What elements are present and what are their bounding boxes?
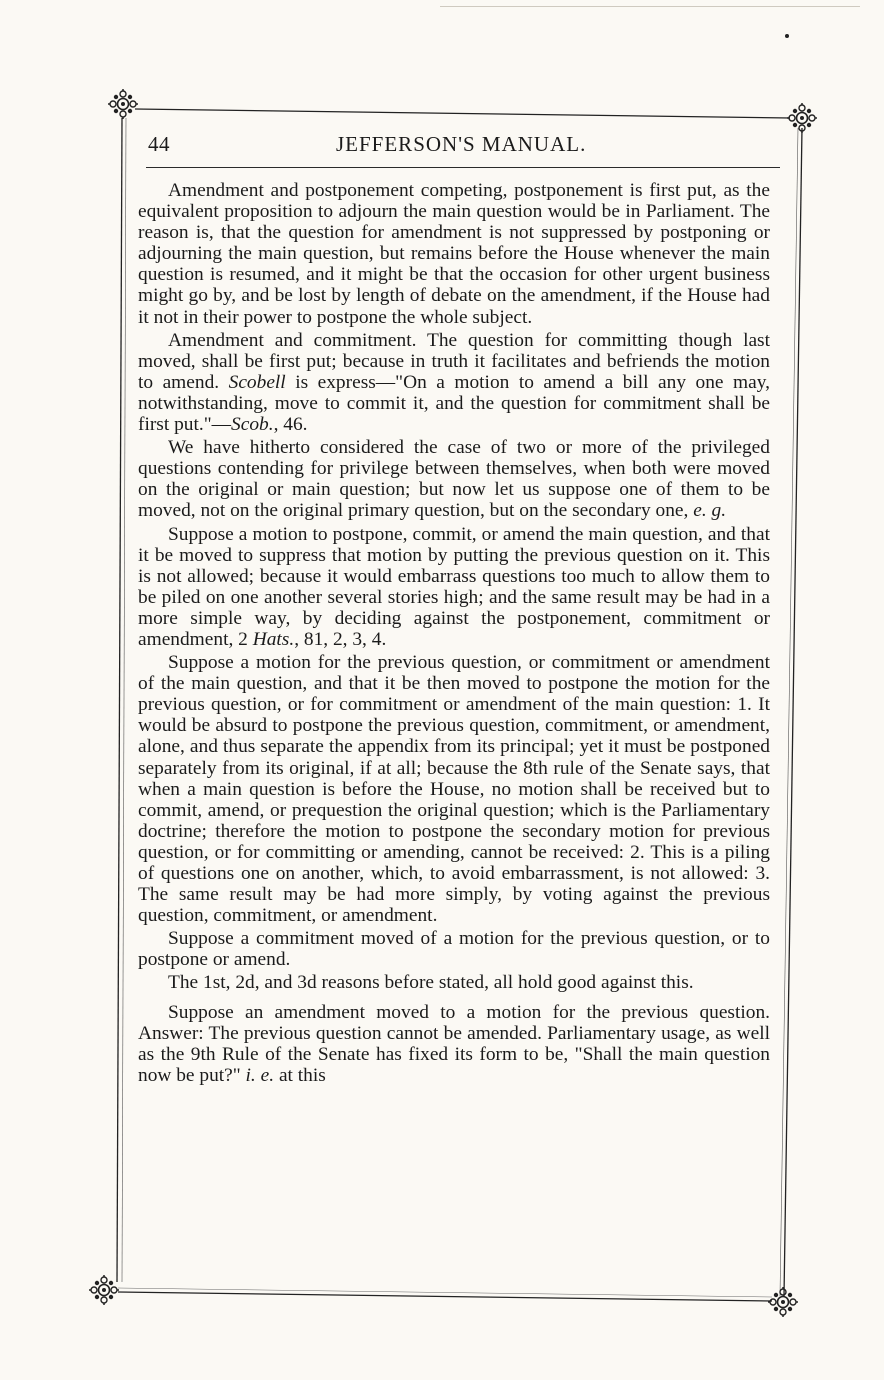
paragraph-segment: , 46. [273,414,308,436]
paragraph [138,524,770,651]
citation-italic: Scobell [228,371,286,393]
paragraph: The 1st, 2d, and 3d reasons before stated, all hold good against this. [168,972,694,994]
paragraph-segment: Suppose a motion to postpone, commit, or amend the main question, and that it be moved to suppress that motion by putting the previous question on it. This is not allowed; because it would embarrass questions too much to allow them to be piled on one another several stories high; and the same result may be had in a more simple way, by deciding against the postponement, commitment or amendment, 2 [138,523,770,650]
corner-ornament-icon [768,1287,798,1317]
header-rule [146,167,780,168]
abbreviation-italic: e. g. [693,500,727,522]
paragraph-segment: is express—"On a motion to amend a bill any one may, notwithstanding, move to commit it, and the question for commitment shall be first put."— [138,371,771,436]
paragraph: Suppose a motion for the previous question, or commitment or amendment of the main question, and that it be then moved to postpone the motion for the previous question, or for commitment or amendment of the main question: 1. It would be absurd to postpone the previous question, commitment, or amendment, alone, and thus separate the appendix from its principal; yet it must be postponed separately from its original, if at all; because the 8th rule of the Senate says, that when a main question is before the House, no motion shall be received but to commit, amend, or prequestion the original question; which is the Parliamentary doctrine; therefore the motion to postpone the secondary motion for previous question, or for committing or amending, cannot be received: 2. This is a piling of questions one on another, which, to avoid embarrassment, is not allowed: 3. The same result may be had more simply, by voting against the previous question, commitment, or amendment. [138,652,770,927]
running-title: JEFFERSON'S MANUAL. [336,132,587,156]
paragraph-segment: Suppose an amendment moved to a motion for the previous question. Answer: The previous question cannot be amended. Parliamentary usage, as well as the 9th Rule of the Senate has fixed its form to be, "Shall the main question now be put?" [138,1001,770,1086]
paragraph [138,437,770,521]
paragraph-segment: at this [274,1064,326,1086]
abbreviation-italic: i. e. [245,1064,275,1086]
body-text [138,180,770,1086]
paragraph-segment: Amendment and commitment. The question for committing though last moved, shall be first put; because in truth it facilitates and befriends the motion to amend. [138,329,770,393]
corner-ornament-icon [787,103,817,133]
citation-italic: Scob. [231,414,274,436]
scan-edge-line [440,6,860,7]
paragraph: Suppose a commitment moved of a motion for the previous question, or to postpone or amend. [138,928,770,971]
scan-speck [785,34,789,38]
paragraph [138,1002,770,1086]
citation-italic: Hats. [252,628,295,650]
page-number: 44 [148,132,170,156]
page-header [148,130,778,160]
corner-ornament-icon [108,89,138,119]
paragraph [138,330,770,435]
paragraph-segment: We have hitherto considered the case of two or more of the privileged questions contending for privilege between themselves, when both were moved on the original or main question; but now let us suppose one of them to be moved, not on the original primary question, but on the secondary one, [138,437,770,522]
corner-ornament-icon [89,1275,119,1305]
paragraph: Amendment and postponement competing, postponement is first put, as the equivalent proposition to adjourn the main question would be in Parliament. The reason is, that the question for amendment is not suppressed by postponing or adjourning the main question, but remains before the House whenever the main question is resumed, and it might be that the occasion for other urgent business might go by, and be lost by length of debate on the amendment, if the House had it not in their power to postpone the whole subject. [138,180,770,328]
paragraph-segment: , 81, 2, 3, 4. [294,628,387,650]
